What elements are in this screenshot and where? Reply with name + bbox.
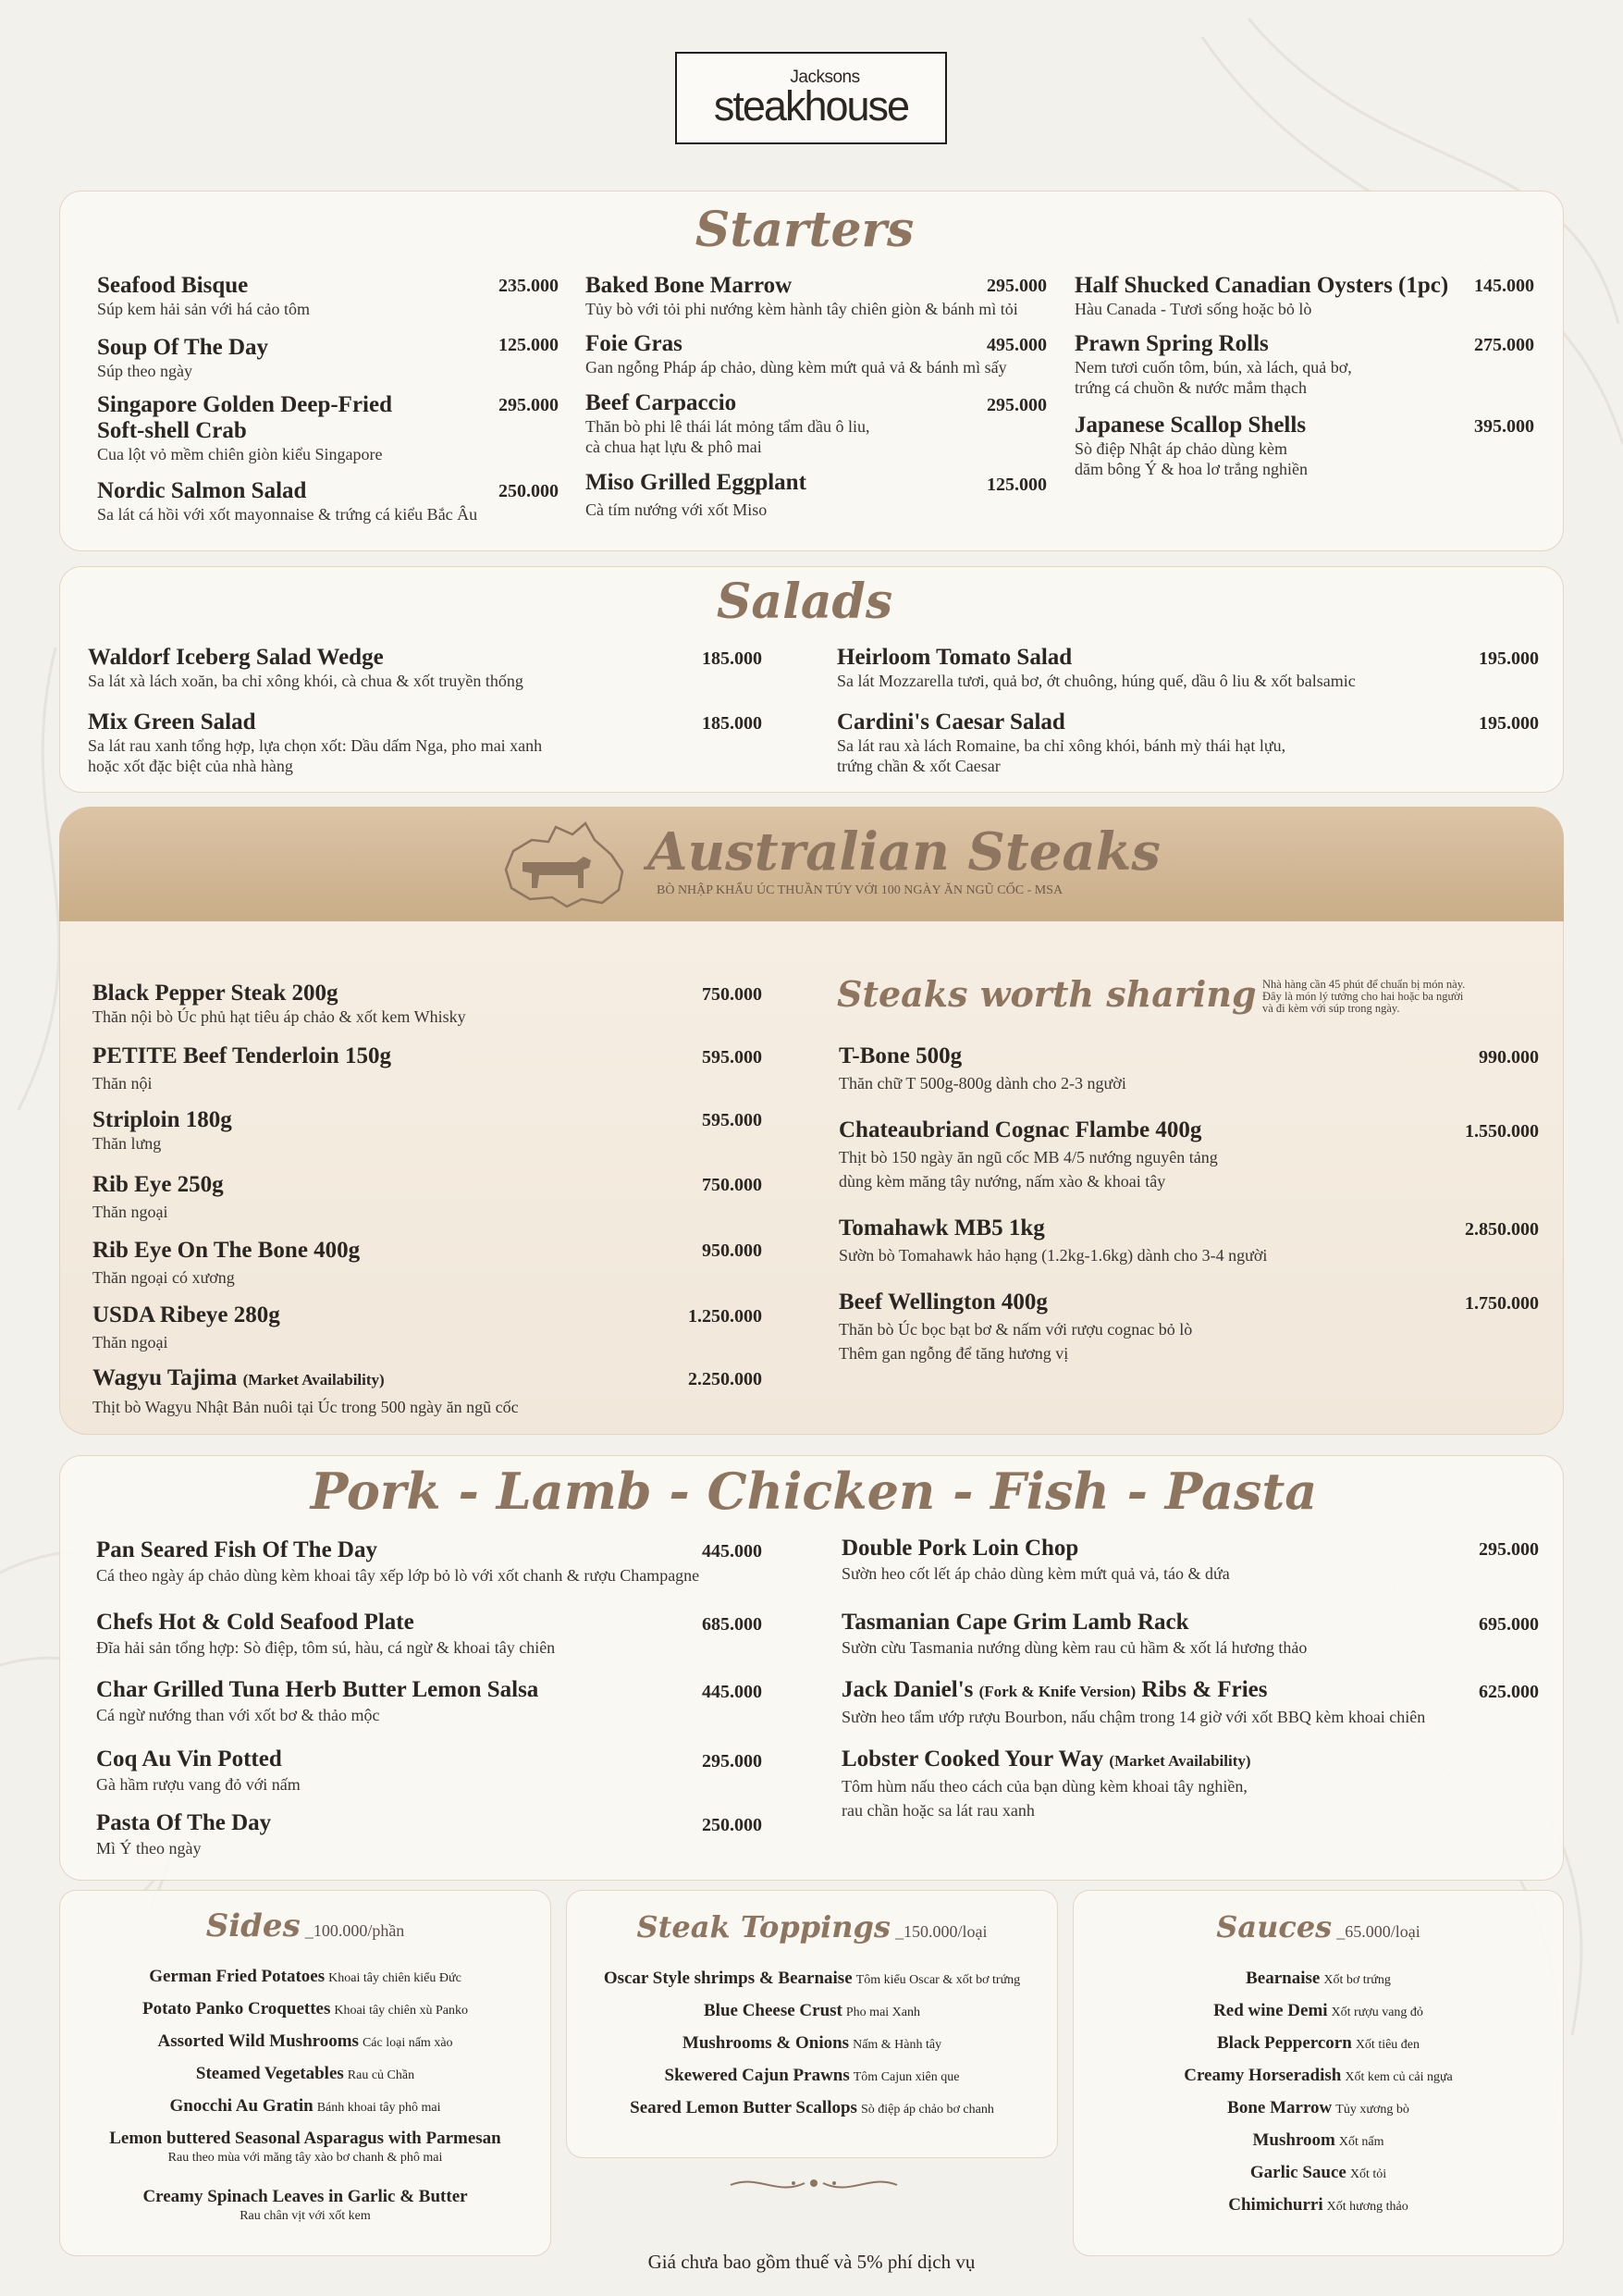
toppings-title: Steak Toppings (636, 1909, 891, 1944)
item-price: 2.250.000 (688, 1369, 762, 1389)
side-item: Assorted Wild Mushrooms Các loại nấm xào (157, 2031, 453, 2051)
item-price: 145.000 (1474, 276, 1534, 296)
sauce-item: Mushroom Xốt nấm (1252, 2130, 1384, 2150)
menu-item: Waldorf Iceberg Salad Wedge Sa lát xà lách xoăn, ba chỉ xông khói, cà chua & xốt truyền thống (88, 645, 523, 690)
menu-item: Singapore Golden Deep-Fried Soft-shell Crab Cua lột vỏ mềm chiên giòn kiểu Singapore (97, 392, 392, 463)
menu-item: Beef Wellington 400g Thăn bò Úc bọc bạt bơ & nấm với rượu cognac bỏ lò Thêm gan ngỗng để tăng hương vị (839, 1290, 1193, 1363)
sauce-item: Creamy Horseradish Xốt kem củ cải ngựa (1184, 2066, 1453, 2085)
item-price: 125.000 (987, 475, 1047, 495)
sauce-item: Red wine Demi Xốt rượu vang đỏ (1213, 2001, 1423, 2020)
menu-item: Nordic Salmon Salad Sa lát cá hồi với xốt mayonnaise & trứng cá kiểu Bắc Âu (97, 478, 478, 524)
item-price: 295.000 (987, 395, 1047, 415)
item-price: 235.000 (498, 276, 559, 296)
menu-item: Prawn Spring Rolls Nem tươi cuốn tôm, bún, xà lách, quả bơ, trứng cá chuồn & nước mắm thạch (1075, 331, 1352, 397)
sauce-item: Garlic Sauce Xốt tỏi (1249, 2163, 1387, 2182)
menu-item: Heirloom Tomato Salad Sa lát Mozzarella tươi, quả bơ, ớt chuông, húng quế, dầu ô liu & xốt balsamic (837, 645, 1356, 690)
sauce-item: Black Peppercorn Xốt tiêu đen (1216, 2033, 1420, 2053)
australia-cow-icon (495, 814, 643, 916)
item-price: 750.000 (702, 984, 762, 1005)
starters-title: Starters (695, 202, 915, 258)
sauce-item: Bearnaise Xốt bơ trứng (1246, 1969, 1391, 1988)
sides-title: Sides (205, 1907, 301, 1944)
item-price: 295.000 (498, 395, 559, 415)
side-item: Potato Panko Croquettes Khoai tây chiên xù Panko (142, 1999, 468, 2018)
item-price: 495.000 (987, 335, 1047, 355)
footer-note: Giá chưa bao gồm thuế và 5% phí dịch vụ (647, 2251, 976, 2273)
brand-logo (675, 52, 947, 144)
menu-item: Baked Bone Marrow Tủy bò với tỏi phi nướng kèm hành tây chiên giòn & bánh mì tỏi (585, 273, 1018, 318)
item-price: 445.000 (702, 1682, 762, 1702)
menu-item: Tomahawk MB5 1kg Sườn bò Tomahawk hảo hạng (1.2kg-1.6kg) dành cho 3-4 người (839, 1216, 1268, 1265)
menu-item: Striploin 180g Thăn lưng (92, 1107, 232, 1153)
item-price: 295.000 (702, 1751, 762, 1771)
menu-item: Pan Seared Fish Of The Day Cá theo ngày áp chảo dùng kèm khoai tây xếp lớp bỏ lò với xốt chanh & rượu Champagne (96, 1537, 700, 1585)
side-item: Steamed Vegetables Rau củ Chần (195, 2064, 415, 2083)
australian-steaks-subtitle: BÒ NHẬP KHẨU ÚC THUẦN TÚY VỚI 100 NGÀY ĂN NGŨ CỐC - MSA (657, 883, 1064, 897)
menu-item: Beef Carpaccio Thăn bò phi lê thái lát mỏng tẩm dầu ô liu, cà chua hạt lựu & phô mai (585, 390, 870, 456)
topping-item: Blue Cheese Crust Pho mai Xanh (704, 2001, 920, 2020)
sharing-note: Nhà hàng cần 45 phút để chuẩn bị món này. Đây là món lý tưởng cho hai hoặc ba người và đi kèm với súp trong ngày. (1262, 978, 1466, 1015)
mains-title: Pork - Lamb - Chicken - Fish - Pasta (310, 1462, 1318, 1521)
sauces-price: _65.000/loại (1336, 1922, 1420, 1941)
item-price: 2.850.000 (1465, 1219, 1539, 1240)
menu-item: Wagyu Tajima (Market Availability) Thịt bò Wagyu Nhật Bản nuôi tại Úc trong 500 ngày ăn ngũ cốc (92, 1365, 519, 1416)
item-price: 195.000 (1479, 713, 1539, 734)
item-price: 185.000 (702, 713, 762, 734)
menu-item: Double Pork Loin Chop Sườn heo cốt lết áp chảo dùng kèm mứt quả vả, táo & dứa (842, 1536, 1230, 1583)
menu-item: PETITE Beef Tenderloin 150g Thăn nội (92, 1043, 391, 1092)
menu-item: Half Shucked Canadian Oysters (1pc) Hàu Canada - Tươi sống hoặc bỏ lò (1075, 273, 1449, 318)
item-price: 750.000 (702, 1175, 762, 1195)
menu-item: T-Bone 500g Thăn chữ T 500g-800g dành cho 2-3 người (839, 1043, 1126, 1092)
menu-item: Chateaubriand Cognac Flambe 400g Thịt bò 150 ngày ăn ngũ cốc MB 4/5 nướng nguyên tảng dùng kèm măng tây nướng, nấm xào & khoai tây (839, 1117, 1218, 1191)
menu-item: Char Grilled Tuna Herb Butter Lemon Salsa Cá ngừ nướng than với xốt bơ & thảo mộc (96, 1677, 539, 1724)
menu-item: Mix Green Salad Sa lát rau xanh tổng hợp, lựa chọn xốt: Dầu dấm Nga, pho mai xanh hoặc xốt đặc biệt của nhà hàng (88, 710, 543, 775)
menu-item: Jack Daniel's (Fork & Knife Version) Ribs & Fries Sườn heo tẩm ướp rượu Bourbon, nấu chậm trong 14 giờ với xốt BBQ kèm khoai chiên (842, 1677, 1426, 1726)
menu-item: Seafood Bisque Súp kem hải sản với há cảo tôm (97, 273, 310, 318)
menu-item: Coq Au Vin Potted Gà hầm rượu vang đỏ với nấm (96, 1747, 301, 1794)
sauce-item: Bone Marrow Tủy xương bò (1227, 2098, 1409, 2117)
menu-item: Foie Gras Gan ngỗng Pháp áp chảo, dùng kèm mứt quả vả & bánh mì sấy (585, 331, 1007, 376)
item-price: 295.000 (1479, 1539, 1539, 1560)
sharing-title: Steaks worth sharing (837, 973, 1257, 1015)
menu-item: Miso Grilled Eggplant Cà tím nướng với xốt Miso (585, 470, 806, 519)
item-price: 1.550.000 (1465, 1121, 1539, 1142)
toppings-panel (566, 1890, 1058, 2158)
topping-item: Seared Lemon Butter Scallops Sò điệp áp chảo bơ chanh (630, 2098, 994, 2117)
item-price: 990.000 (1479, 1047, 1539, 1068)
item-price: 595.000 (702, 1110, 762, 1130)
item-price: 445.000 (702, 1541, 762, 1562)
item-price: 695.000 (1479, 1614, 1539, 1635)
topping-item: Mushrooms & Onions Nấm & Hành tây (682, 2033, 942, 2053)
side-item: Gnocchi Au Gratin Bánh khoai tây phô mai (169, 2096, 441, 2116)
item-price: 250.000 (702, 1815, 762, 1835)
menu-item: Soup Of The Day Súp theo ngày (97, 335, 269, 380)
item-price: 275.000 (1474, 335, 1534, 355)
menu-item: Tasmanian Cape Grim Lamb Rack Sườn cừu Tasmania nướng dùng kèm rau củ hầm & xốt lá hương thảo (842, 1610, 1308, 1657)
item-price: 685.000 (702, 1614, 762, 1635)
menu-item: Black Pepper Steak 200g Thăn nội bò Úc phủ hạt tiêu áp chảo & xốt kem Whisky (92, 981, 466, 1026)
toppings-price: _150.000/loại (894, 1922, 988, 1941)
item-price: 950.000 (702, 1241, 762, 1261)
sauce-item: Chimichurri Xốt hương thảo (1228, 2195, 1408, 2215)
item-price: 250.000 (498, 481, 559, 501)
australian-steaks-title: Australian Steaks (647, 821, 1161, 883)
item-price: 1.750.000 (1465, 1293, 1539, 1314)
menu-item: USDA Ribeye 280g Thăn ngoại (92, 1302, 280, 1352)
ornament-divider (721, 2165, 906, 2202)
topping-item: Skewered Cajun Prawns Tôm Cajun xiên que (664, 2066, 960, 2085)
menu-item: Rib Eye 250g Thăn ngoại (92, 1172, 224, 1221)
side-item: Creamy Spinach Leaves in Garlic & Butter Rau chân vịt với xốt kem (142, 2187, 468, 2223)
menu-item: Chefs Hot & Cold Seafood Plate Đĩa hải sản tổng hợp: Sò điệp, tôm sú, hàu, cá ngừ & khoai tây chiên (96, 1610, 556, 1657)
menu-item: Rib Eye On The Bone 400g Thăn ngoại có xương (92, 1238, 361, 1287)
salads-title: Salads (716, 574, 893, 630)
sides-price: _100.000/phần (304, 1921, 405, 1940)
menu-item: Cardini's Caesar Salad Sa lát rau xà lách Romaine, ba chỉ xông khói, bánh mỳ thái hạt lựu, trứng chần & xốt Caesar (837, 710, 1286, 775)
menu-item: Pasta Of The Day Mì Ý theo ngày (96, 1810, 272, 1858)
menu-item: Japanese Scallop Shells Sò điệp Nhật áp chảo dùng kèm dăm bông Ý & hoa lơ trắng nghiền (1075, 413, 1308, 478)
item-price: 195.000 (1479, 648, 1539, 669)
side-item: Lemon buttered Seasonal Asparagus with Parmesan Rau theo mùa với măng tây xào bơ chanh & phô mai (109, 2129, 501, 2165)
item-price: 295.000 (987, 276, 1047, 296)
side-item: German Fried Potatoes Khoai tây chiên kiểu Đức (149, 1967, 461, 1986)
item-price: 185.000 (702, 648, 762, 669)
item-price: 625.000 (1479, 1682, 1539, 1702)
topping-item: Oscar Style shrimps & Bearnaise Tôm kiểu Oscar & xốt bơ trứng (603, 1969, 1021, 1988)
brand-line1: Jacksons (790, 68, 860, 87)
sauces-title: Sauces (1216, 1909, 1333, 1944)
item-price: 125.000 (498, 335, 559, 355)
menu-item: Lobster Cooked Your Way (Market Availability) Tôm hùm nấu theo cách của bạn dùng kèm khoai tây nghiền, rau chần hoặc sa lát rau xanh (842, 1747, 1251, 1820)
item-price: 595.000 (702, 1047, 762, 1068)
brand-line2: steakhouse (713, 82, 909, 130)
item-price: 1.250.000 (688, 1306, 762, 1327)
item-price: 395.000 (1474, 416, 1534, 437)
sauces-panel (1073, 1890, 1564, 2256)
sides-panel (59, 1890, 551, 2256)
